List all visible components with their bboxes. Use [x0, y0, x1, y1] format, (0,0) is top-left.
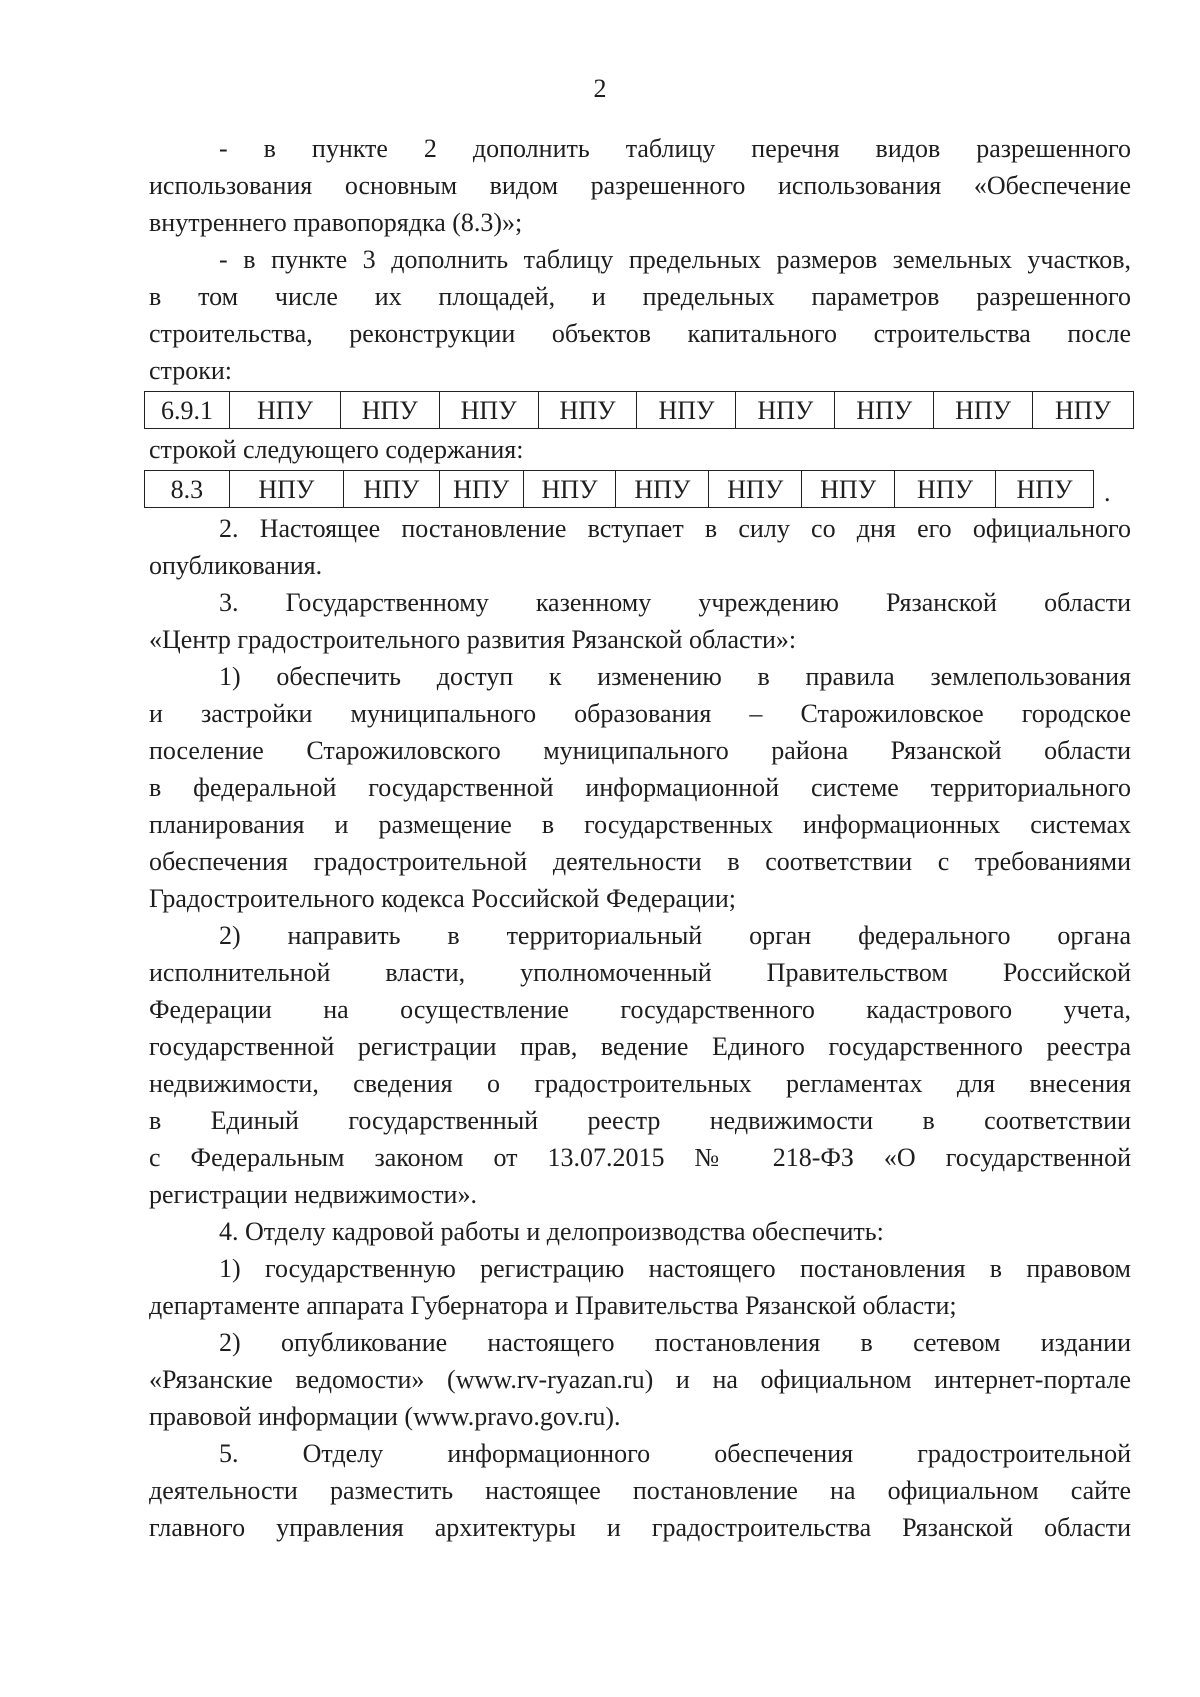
table-row: [145, 392, 1134, 429]
table-cell: НПУ: [340, 392, 439, 429]
text-line: строки:: [149, 356, 232, 385]
table-cell: НПУ: [802, 471, 895, 508]
table-cell: НПУ: [439, 392, 538, 429]
paragraph-1: [149, 130, 1131, 241]
text-line: 1) государственную регистрацию настоящего постановления в правовом: [219, 1254, 1131, 1283]
text-line: строкой следующего содержания:: [149, 435, 524, 464]
text-line: в федеральной государственной информационной системе территориального: [149, 773, 1131, 802]
text-line: планирования и размещение в государственных информационных системах: [149, 810, 1131, 839]
text-line: 2. Настоящее постановление вступает в силу со дня его официального: [219, 514, 1131, 543]
text-line: внутреннего правопорядка (8.3)»;: [149, 208, 523, 237]
text-line: деятельности разместить настоящее постановление на официальном сайте: [149, 1476, 1131, 1505]
table-cell: НПУ: [934, 392, 1033, 429]
text-line: недвижимости, сведения о градостроительных регламентах для внесения: [149, 1069, 1131, 1098]
text-line: обеспечения градостроительной деятельности в соответствии с требованиями: [149, 847, 1131, 876]
paragraph-6: [149, 658, 1131, 917]
paragraph-2: [149, 241, 1131, 389]
text-line: государственной регистрации прав, ведение Единого государственного реестра: [149, 1032, 1131, 1061]
paragraph-7: [149, 917, 1131, 1213]
table-cell: НПУ: [230, 392, 341, 429]
text-line: Градостроительного кодекса Российской Федерации;: [149, 884, 736, 913]
text-line: 4. Отделу кадровой работы и делопроизводства обеспечить:: [219, 1217, 884, 1246]
table-cell: НПУ: [895, 471, 996, 508]
text-line: - в пункте 3 дополнить таблицу предельных размеров земельных участков,: [219, 245, 1131, 274]
text-line: в Единый государственный реестр недвижимости в соответствии: [149, 1106, 1131, 1135]
text-line: «Рязанские ведомости» (www.rv-ryazan.ru) и на официальном интернет-портале: [149, 1365, 1131, 1394]
table-cell: 6.9.1: [145, 392, 230, 429]
row-end-period: .: [1104, 478, 1111, 507]
text-line: строительства, реконструкции объектов капитального строительства после: [149, 319, 1131, 348]
paragraph-3: [149, 431, 1131, 468]
table-cell: НПУ: [709, 471, 802, 508]
paragraph-4: [149, 510, 1131, 584]
table-cell: НПУ: [343, 471, 439, 508]
table-cell: НПУ: [523, 471, 616, 508]
text-line: «Центр градостроительного развития Рязанской области»:: [149, 625, 797, 654]
text-line: использования основным видом разрешенного использования «Обеспечение: [149, 171, 1131, 200]
paragraph-5: [149, 584, 1131, 658]
text-line: опубликования.: [149, 551, 323, 580]
table-row-new: [144, 470, 1094, 508]
text-line: - в пункте 2 дополнить таблицу перечня видов разрешенного: [219, 134, 1131, 163]
text-line: регистрации недвижимости».: [149, 1180, 477, 1209]
paragraph-10: [149, 1324, 1131, 1435]
text-line: 1) обеспечить доступ к изменению в правила землепользования: [219, 662, 1131, 691]
table-cell: НПУ: [736, 392, 835, 429]
table-cell: НПУ: [538, 392, 637, 429]
text-line: 3. Государственному казенному учреждению Рязанской области: [219, 588, 1131, 617]
table-cell: НПУ: [1033, 392, 1134, 429]
text-line: с Федеральным законом от 13.07.2015 № 218-ФЗ «О государственной: [149, 1143, 1131, 1172]
text-line: исполнительной власти, уполномоченный Правительством Российской: [149, 958, 1131, 987]
table-cell: НПУ: [439, 471, 523, 508]
table-cell: НПУ: [616, 471, 709, 508]
text-line: главного управления архитектуры и градостроительства Рязанской области: [149, 1513, 1131, 1542]
table-cell: НПУ: [637, 392, 736, 429]
page-number: 2: [593, 74, 607, 103]
paragraph-8: [149, 1213, 1131, 1250]
table-cell: НПУ: [996, 471, 1094, 508]
text-line: поселение Старожиловского муниципального района Рязанской области: [149, 736, 1131, 765]
table-cell: НПУ: [835, 392, 934, 429]
text-line: 5. Отделу информационного обеспечения градостроительной: [219, 1439, 1131, 1468]
table-row: [145, 471, 1094, 508]
text-line: в том числе их площадей, и предельных параметров разрешенного: [149, 282, 1131, 311]
table-row-old: [144, 391, 1134, 429]
text-line: правовой информации (www.pravo.gov.ru).: [149, 1402, 621, 1431]
text-line: и застройки муниципального образования – Старожиловское городское: [149, 699, 1131, 728]
text-line: департаменте аппарата Губернатора и Правительства Рязанской области;: [149, 1291, 957, 1320]
text-line: 2) опубликование настоящего постановления в сетевом издании: [219, 1328, 1131, 1357]
table-cell: 8.3: [145, 471, 230, 508]
table-row-new-wrap: [149, 470, 1131, 508]
text-line: 2) направить в территориальный орган федерального органа: [219, 921, 1131, 950]
document-body: [149, 130, 1131, 1546]
paragraph-11: [149, 1435, 1131, 1546]
paragraph-9: [149, 1250, 1131, 1324]
table-cell: НПУ: [229, 471, 343, 508]
text-line: Федерации на осуществление государственного кадастрового учета,: [149, 995, 1131, 1024]
